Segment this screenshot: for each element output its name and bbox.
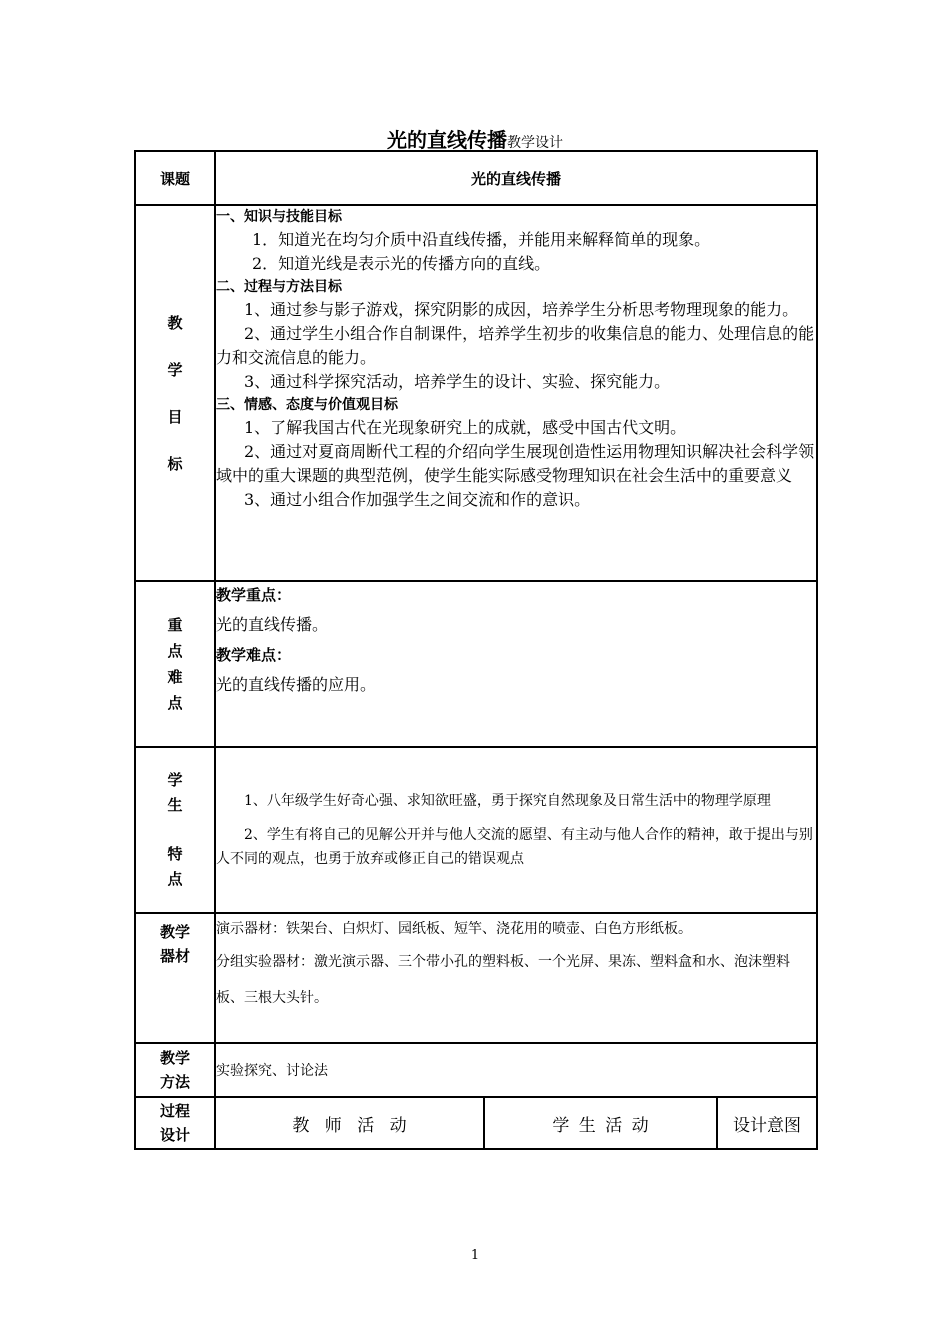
keypoints-row — [135, 581, 817, 747]
method-value: 实验探究、讨论法 — [215, 1043, 817, 1097]
page-number: 1 — [470, 1248, 480, 1263]
method-row — [135, 1043, 817, 1097]
process-intent: 设计意图 — [717, 1097, 817, 1149]
goal-item: 1、了解我国古代在光现象研究上的成就，感受中国古代文明。 — [244, 418, 687, 437]
key-heading: 教学重点： — [216, 586, 292, 604]
difficult-heading: 教学难点： — [216, 646, 292, 664]
goals-heading-3: 三、情感、态度与价值观目标 — [216, 397, 398, 413]
lesson-plan-table — [134, 150, 818, 1150]
method-label: 教学 方法 — [135, 1043, 215, 1097]
title-main: 光的直线传播 — [387, 128, 507, 152]
student-item: 2、学生有将自己的见解公开并与他人交流的愿望、有主动与他人合作的精神，敢于提出与别人不同的观点，也勇于放弃或修正自己的错误观点 — [216, 827, 813, 867]
process-label: 过程 设计 — [135, 1097, 215, 1149]
goals-label: 教 学 目 标 — [135, 205, 215, 581]
goal-item: 2、通过对夏商周断代工程的介绍向学生展现创造性运用物理知识解决社会科学领域中的重大课题的典型范例，使学生能实际感受物理知识在社会生活中的重要意义 — [216, 442, 815, 485]
goal-item: 3、通过小组合作加强学生之间交流和作的意识。 — [244, 490, 591, 509]
equipment-group: 分组实验器材：激光演示器、三个带小孔的塑料板、一个光屏、果冻、塑料盒和水、泡沫塑料板、三根大头针。 — [216, 954, 790, 1006]
goals-content — [215, 205, 817, 581]
goals-heading-1: 一、知识与技能目标 — [216, 209, 342, 225]
equipment-label: 教学 器材 — [135, 913, 215, 1043]
equipment-row — [135, 913, 817, 1043]
goals-row — [135, 205, 817, 581]
students-row — [135, 747, 817, 913]
students-content — [215, 747, 817, 913]
goal-item: 2、通过学生小组合作自制课件，培养学生初步的收集信息的能力、处理信息的能力和交流信息的能力。 — [216, 324, 815, 367]
key-text: 光的直线传播。 — [216, 615, 329, 634]
goal-item: 1．知道光在均匀介质中沿直线传播，并能用来解释简单的现象。 — [252, 230, 711, 249]
goals-heading-2: 二、过程与方法目标 — [216, 279, 342, 295]
student-item: 1、八年级学生好奇心强、求知欲旺盛，勇于探究自然现象及日常生活中的物理学原理 — [244, 793, 771, 809]
process-row — [135, 1097, 817, 1149]
topic-label: 课题 — [135, 151, 215, 205]
students-label: 学 生 特 点 — [135, 747, 215, 913]
goal-item: 2．知道光线是表示光的传播方向的直线。 — [252, 254, 551, 273]
goal-item: 1、通过参与影子游戏，探究阴影的成因，培养学生分析思考物理现象的能力。 — [244, 300, 799, 319]
topic-value: 光的直线传播 — [215, 151, 817, 205]
equipment-demo: 演示器材：铁架台、白炽灯、园纸板、短竿、浇花用的喷壶、白色方形纸板。 — [216, 921, 692, 937]
equipment-content — [215, 913, 817, 1043]
goal-item: 3、通过科学探究活动，培养学生的设计、实验、探究能力。 — [244, 372, 671, 391]
process-teacher: 教 师 活 动 — [215, 1097, 484, 1149]
keypoints-label: 重 点 难 点 — [135, 581, 215, 747]
title-sub: 教学设计 — [507, 135, 563, 151]
document-title — [0, 124, 950, 153]
keypoints-content — [215, 581, 817, 747]
process-student: 学 生 活 动 — [484, 1097, 717, 1149]
difficult-text: 光的直线传播的应用。 — [216, 675, 377, 694]
topic-row — [135, 151, 817, 205]
